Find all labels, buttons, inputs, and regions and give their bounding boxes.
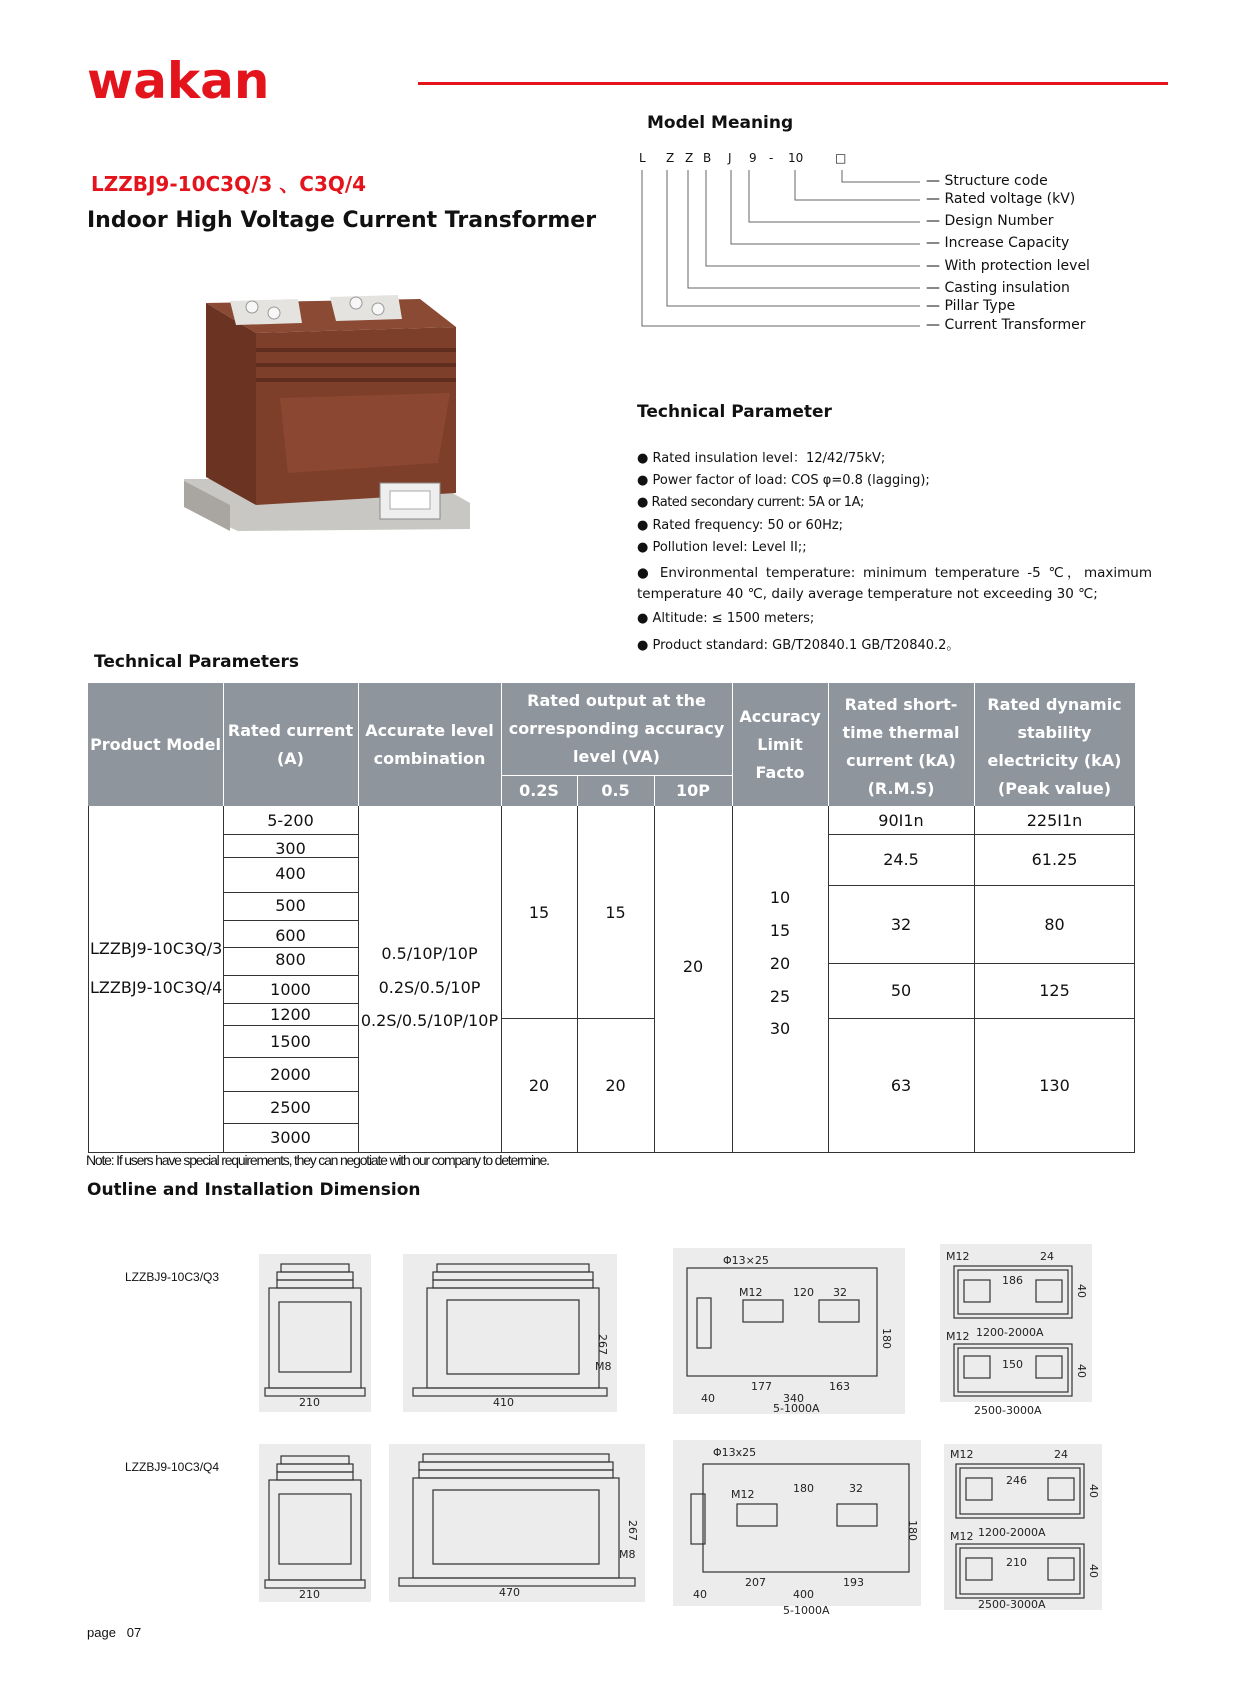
- td-dynamic: 225I1n: [1026, 810, 1083, 830]
- th-dynamic: Rated dynamic stability electricity (kA) (Peak value): [974, 683, 1135, 806]
- tech-param-heading: Technical Parameter: [637, 402, 832, 422]
- product-title: Indoor High Voltage Current Transformer: [87, 208, 597, 233]
- svg-text:210: 210: [299, 1588, 320, 1601]
- q3-label: LZZBJ9-10C3/Q3: [125, 1270, 220, 1284]
- td-dynamic: 80: [1044, 914, 1065, 934]
- tech-params-table: [88, 683, 1135, 1153]
- svg-text:267: 267: [626, 1520, 639, 1541]
- q3-base-view: [673, 1248, 905, 1414]
- td-current: 2500: [270, 1097, 311, 1117]
- svg-text:40: 40: [1087, 1564, 1100, 1578]
- svg-text:M8: M8: [595, 1360, 612, 1373]
- th-thermal: Rated short-time thermal current (kA) (R.M.S): [828, 683, 974, 806]
- svg-text:210: 210: [1006, 1556, 1027, 1569]
- svg-text:180: 180: [793, 1482, 814, 1495]
- td-current: 600: [275, 925, 306, 945]
- svg-text:40: 40: [693, 1588, 707, 1601]
- model-code: L Z Z B J 9 - 10 □: [639, 151, 847, 165]
- code-label-ct: — Current Transformer: [926, 317, 1086, 333]
- td-thermal: 32: [890, 914, 912, 934]
- page-footer: [87, 1625, 141, 1640]
- code-label-casting: — Casting insulation: [926, 280, 1070, 296]
- svg-text:180: 180: [906, 1520, 919, 1541]
- svg-text:150: 150: [1002, 1358, 1023, 1371]
- svg-text:M12: M12: [950, 1530, 974, 1543]
- svg-text:400: 400: [793, 1588, 814, 1601]
- param-item: ● Product standard: GB/T20840.1 GB/T20840.2。: [637, 638, 960, 653]
- param-item: ● Rated frequency: 50 or 60Hz;: [637, 518, 844, 533]
- td-current: 2000: [270, 1064, 311, 1084]
- svg-text:32: 32: [849, 1482, 863, 1495]
- th-output-10p: 10P: [654, 775, 732, 806]
- th-rated-output: Rated output at the corresponding accuracy level (VA): [501, 683, 732, 775]
- svg-text:193: 193: [843, 1576, 864, 1589]
- svg-text:Φ13×25: Φ13×25: [723, 1254, 769, 1267]
- td-accurate-level: 0.2S/0.5/10P/10P: [360, 1010, 499, 1030]
- td-thermal: 24.5: [883, 850, 919, 869]
- td-accurate-level: 0.5/10P/10P: [381, 943, 478, 963]
- svg-text:410: 410: [493, 1396, 514, 1409]
- header-rule: [418, 82, 1168, 85]
- table-heading: Technical Parameters: [94, 652, 300, 672]
- th-output-02s: 0.2S: [501, 775, 577, 806]
- td-accuracy-limit: 10: [769, 887, 791, 907]
- model-meaning-heading: Model Meaning: [647, 113, 794, 133]
- q4-front-view: [389, 1444, 645, 1602]
- svg-text:186: 186: [1002, 1274, 1023, 1287]
- product-model-title: LZZBJ9-10C3Q/3 、C3Q/4: [91, 172, 367, 196]
- q3-terminal-view: [940, 1244, 1092, 1416]
- q4-terminal-view: [944, 1444, 1102, 1616]
- q3-front-view: [403, 1254, 617, 1412]
- svg-text:24: 24: [1054, 1448, 1068, 1461]
- svg-text:2500-3000A: 2500-3000A: [978, 1598, 1046, 1611]
- svg-text:246: 246: [1006, 1474, 1027, 1487]
- td-thermal: 50: [890, 981, 912, 1000]
- td-current: 400: [275, 863, 306, 883]
- td-dynamic: 61.25: [1031, 850, 1078, 869]
- td-dynamic: 125: [1039, 981, 1070, 1000]
- svg-text:1200-2000A: 1200-2000A: [976, 1326, 1044, 1339]
- svg-text:40: 40: [701, 1392, 715, 1405]
- td-product-model: LZZBJ9-10C3Q/3: [90, 939, 223, 958]
- q3-side-view: [259, 1254, 371, 1412]
- svg-text:180: 180: [880, 1328, 893, 1349]
- svg-text:177: 177: [751, 1380, 772, 1393]
- q4-side-view: [259, 1444, 371, 1602]
- svg-text:267: 267: [596, 1334, 609, 1355]
- td-accuracy-limit: 25: [769, 986, 791, 1006]
- product-photo: [170, 293, 510, 573]
- svg-text:470: 470: [499, 1586, 520, 1599]
- param-item: ● Environmental temperature: minimum temperature -5 ℃，maximum temperature 40 ℃, daily average temperature not exceeding 30 ℃;: [637, 565, 1152, 602]
- code-label-protection: — With protection level: [926, 258, 1090, 274]
- svg-text:M12: M12: [946, 1250, 970, 1263]
- td-product-model: LZZBJ9-10C3Q/4: [90, 978, 223, 997]
- param-item: ● Power factor of load: COS φ=0.8 (lagging);: [637, 473, 930, 488]
- td-accuracy-limit: 20: [769, 953, 791, 973]
- td-current: 1000: [270, 979, 311, 999]
- brand-logo: wakan: [87, 52, 270, 110]
- td-dynamic: 130: [1039, 1075, 1070, 1095]
- svg-text:40: 40: [1075, 1284, 1088, 1298]
- td-thermal: 90I1n: [878, 810, 924, 830]
- td-output-05: 20: [605, 1075, 626, 1095]
- param-item: ● Rated insulation level：12/42/75kV;: [637, 451, 886, 466]
- th-accurate-level: Accurate level combination: [358, 683, 501, 806]
- outline-heading: Outline and Installation Dimension: [87, 1180, 421, 1200]
- page-number: 07: [126, 1625, 142, 1640]
- code-label-voltage: — Rated voltage (kV): [926, 191, 1076, 207]
- param-item: ● Altitude: ≤ 1500 meters;: [637, 611, 815, 626]
- code-label-capacity: — Increase Capacity: [926, 235, 1070, 251]
- td-current: 500: [275, 895, 306, 915]
- td-output-05: 15: [605, 902, 626, 922]
- td-output-02s: 20: [528, 1075, 550, 1095]
- svg-text:40: 40: [1087, 1484, 1100, 1498]
- svg-text:120: 120: [793, 1286, 814, 1299]
- svg-text:Φ13x25: Φ13x25: [713, 1446, 757, 1459]
- td-current: 1200: [270, 1004, 311, 1024]
- th-accuracy-limit: Accuracy Limit Facto: [732, 683, 828, 806]
- th-rated-current: Rated current (A): [223, 683, 358, 806]
- td-output-02s: 15: [528, 902, 550, 922]
- code-label-structure: — Structure code: [926, 173, 1048, 189]
- td-current: 1500: [270, 1031, 311, 1051]
- td-accuracy-limit: 30: [769, 1018, 791, 1038]
- td-current: 5-200: [267, 810, 314, 830]
- q4-base-view: [673, 1440, 921, 1618]
- td-current: 300: [275, 838, 306, 858]
- td-current: 3000: [270, 1128, 311, 1147]
- svg-text:5-1000A: 5-1000A: [773, 1402, 820, 1414]
- svg-text:207: 207: [745, 1576, 766, 1589]
- code-label-pillar: — Pillar Type: [926, 298, 1016, 314]
- svg-text:340: 340: [783, 1392, 804, 1405]
- svg-text:5-1000A: 5-1000A: [783, 1604, 830, 1617]
- svg-text:40: 40: [1075, 1364, 1088, 1378]
- svg-text:210: 210: [299, 1396, 320, 1409]
- td-accurate-level: 0.2S/0.5/10P: [378, 977, 481, 997]
- td-current: 800: [275, 949, 306, 969]
- model-code-diagram: [636, 166, 926, 336]
- svg-text:163: 163: [829, 1380, 850, 1393]
- th-output-05: 0.5: [577, 775, 654, 806]
- param-item: ● Pollution level: Level II;;: [637, 540, 807, 555]
- table-note: Note: If users have special requirements, they can negotiate with our company to determine.: [86, 1152, 549, 1168]
- svg-text:24: 24: [1040, 1250, 1054, 1263]
- svg-text:M12: M12: [739, 1286, 763, 1299]
- th-product-model: Product Model: [88, 683, 223, 806]
- svg-text:32: 32: [833, 1286, 847, 1299]
- svg-text:2500-3000A: 2500-3000A: [974, 1404, 1042, 1416]
- q4-label: LZZBJ9-10C3/Q4: [125, 1460, 220, 1474]
- page-label: page: [87, 1625, 116, 1640]
- code-label-design: — Design Number: [926, 213, 1054, 229]
- svg-text:1200-2000A: 1200-2000A: [978, 1526, 1046, 1539]
- svg-text:M12: M12: [946, 1330, 970, 1343]
- param-item: ● Rated secondary current: 5A or 1A;: [637, 495, 864, 510]
- td-output-10p: 20: [682, 956, 704, 976]
- svg-text:M12: M12: [950, 1448, 974, 1461]
- td-accuracy-limit: 15: [769, 920, 791, 940]
- svg-text:M8: M8: [619, 1548, 636, 1561]
- svg-text:M12: M12: [731, 1488, 755, 1501]
- td-thermal: 63: [890, 1075, 912, 1095]
